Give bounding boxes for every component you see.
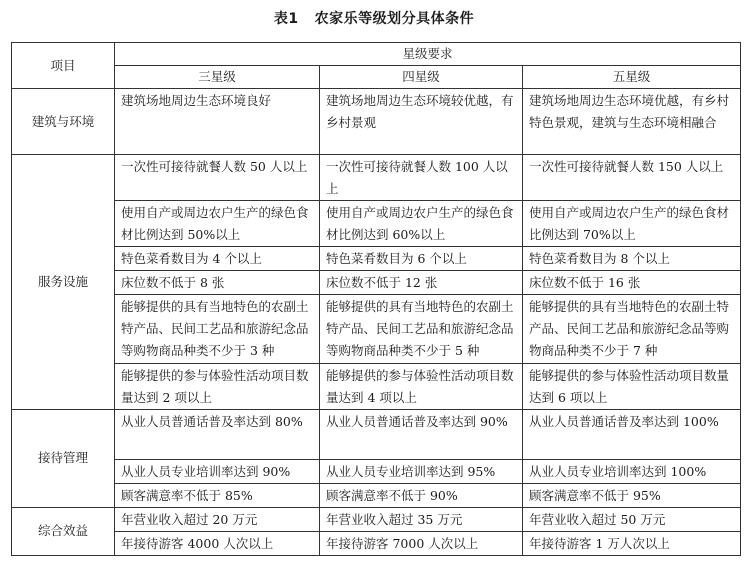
section-name: 接待管理 [12, 409, 115, 507]
table-cell: 建筑场地周边生态环境良好 [115, 89, 320, 155]
header-three-star: 三星级 [115, 66, 320, 89]
table-cell: 能够提供的具有当地特色的农副土特产品、民间工艺品和旅游纪念品等购物商品种类不少于 5 种 [320, 295, 523, 363]
table-cell: 年接待游客 4000 人次以上 [115, 531, 320, 555]
table-cell: 使用自产或周边农户生产的绿色食材比例达到 50%以上 [115, 201, 320, 247]
table-cell: 能够提供的参与体验性活动项目数量达到 6 项以上 [523, 363, 741, 409]
section-name: 服务设施 [12, 155, 115, 409]
table-cell: 能够提供的具有当地特色的农副土特产品、民间工艺品和旅游纪念品等购物商品种类不少于 3 种 [115, 295, 320, 363]
header-five-star: 五星级 [523, 66, 741, 89]
table-cell: 特色菜肴数目为 6 个以上 [320, 247, 523, 271]
section-name: 综合效益 [12, 507, 115, 555]
grading-table [11, 42, 741, 556]
table-cell: 从业人员专业培训率达到 90% [115, 459, 320, 483]
table-cell: 顾客满意率不低于 90% [320, 483, 523, 507]
table-cell: 能够提供的参与体验性活动项目数量达到 2 项以上 [115, 363, 320, 409]
table-cell: 从业人员专业培训率达到 95% [320, 459, 523, 483]
table-cell: 从业人员普通话普及率达到 80% [115, 409, 320, 459]
header-item: 项目 [12, 43, 115, 89]
table-cell: 从业人员普通话普及率达到 100% [523, 409, 741, 459]
table-cell: 年营业收入超过 35 万元 [320, 507, 523, 531]
table-cell: 特色菜肴数目为 4 个以上 [115, 247, 320, 271]
table-cell: 使用自产或周边农户生产的绿色食材比例达到 70%以上 [523, 201, 741, 247]
table-cell: 一次性可接待就餐人数 100 人以上 [320, 155, 523, 201]
table-cell: 床位数不低于 8 张 [115, 271, 320, 295]
header-star-requirements: 星级要求 [115, 43, 741, 66]
table-cell: 从业人员普通话普及率达到 90% [320, 409, 523, 459]
table-cell: 从业人员专业培训率达到 100% [523, 459, 741, 483]
table-cell: 能够提供的参与体验性活动项目数量达到 4 项以上 [320, 363, 523, 409]
table-cell: 特色菜肴数目为 8 个以上 [523, 247, 741, 271]
header-four-star: 四星级 [320, 66, 523, 89]
table-cell: 建筑场地周边生态环境较优越，有乡村景观 [320, 89, 523, 155]
table-cell: 使用自产或周边农户生产的绿色食材比例达到 60%以上 [320, 201, 523, 247]
table-cell: 床位数不低于 12 张 [320, 271, 523, 295]
table-title [0, 8, 748, 28]
table-cell: 建筑场地周边生态环境优越，有乡村特色景观，建筑与生态环境相融合 [523, 89, 741, 155]
table-cell: 年接待游客 1 万人次以上 [523, 531, 741, 555]
table-cell: 年营业收入超过 50 万元 [523, 507, 741, 531]
table-cell: 顾客满意率不低于 85% [115, 483, 320, 507]
table-cell: 顾客满意率不低于 95% [523, 483, 741, 507]
table-cell: 一次性可接待就餐人数 50 人以上 [115, 155, 320, 201]
table-cell: 床位数不低于 16 张 [523, 271, 741, 295]
table-cell: 能够提供的具有当地特色的农副土特产品、民间工艺品和旅游纪念品等购物商品种类不少于 7 种 [523, 295, 741, 363]
section-name: 建筑与环境 [12, 89, 115, 155]
table-number: 表1 [273, 11, 299, 27]
table-cell: 年营业收入超过 20 万元 [115, 507, 320, 531]
table-caption: 农家乐等级划分具体条件 [314, 11, 475, 27]
table-cell: 年接待游客 7000 人次以上 [320, 531, 523, 555]
table-cell: 一次性可接待就餐人数 150 人以上 [523, 155, 741, 201]
